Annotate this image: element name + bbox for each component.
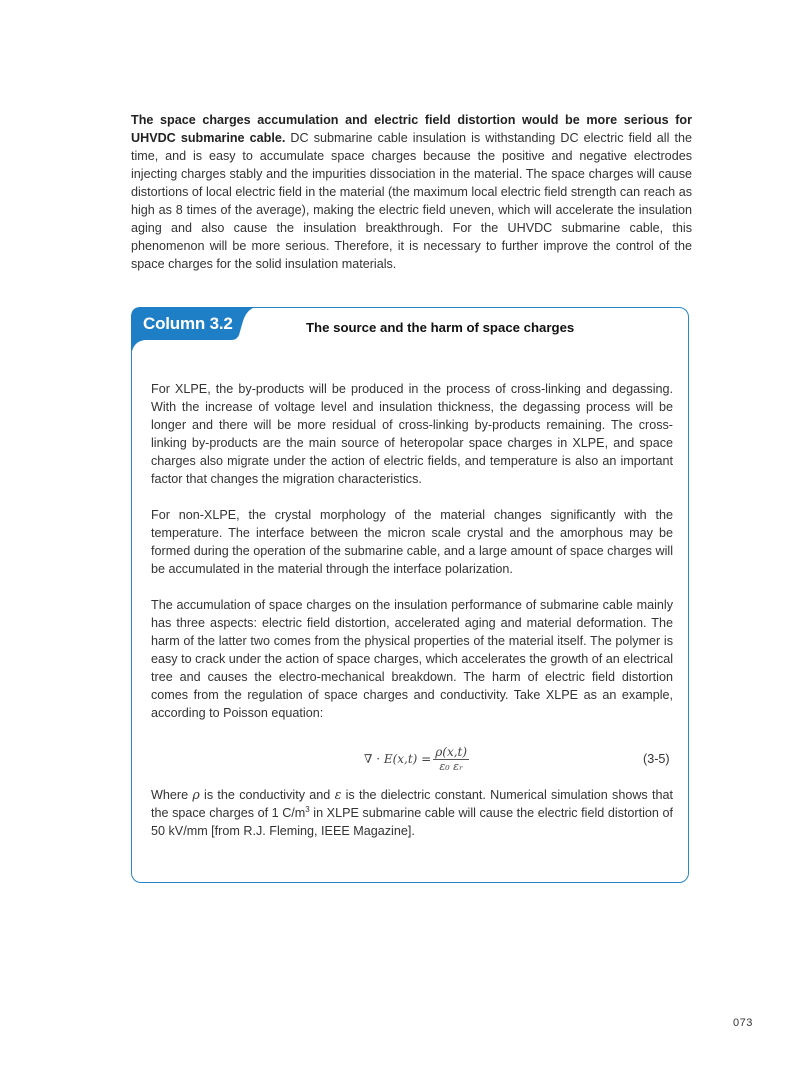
equation-number: (3-5) — [643, 752, 670, 766]
column-closing-paragraph — [151, 786, 673, 840]
poisson-equation — [364, 742, 469, 776]
closing-text: is the conductivity and — [199, 788, 335, 802]
closing-text: is the dielectric constant. Numerical simulation shows that the space charges of 1 C/m — [151, 788, 674, 820]
column-paragraph: For XLPE, the by-products will be produced in the process of cross-linking and degassing. With the increase of voltage level and insulation thickness, the degassing process will be longer and there will be more residual of cross-linking by-products remaining. The cross-linking by-products are the main source of heteropolar space charges in XLPE, and space charges also migrate under the action of electric fields, and temperature is also an important factor that changes the migration characteristics. — [151, 382, 673, 486]
epsilon-symbol: ε — [334, 787, 342, 802]
equation-numerator: ρ(x,t) — [435, 744, 468, 759]
closing-text: Where — [151, 788, 193, 802]
nabla-symbol: ∇ — [364, 752, 373, 766]
column-tab — [131, 307, 262, 351]
intro-lead-bold: The space charges accumulation and electric field distortion would be more serious for UHVDC submarine cable. — [131, 113, 692, 145]
equation-denominator: ε₀ εᵣ — [439, 759, 463, 773]
intro-body: DC submarine cable insulation is withstanding DC electric field all the time, and is easy to accumulate space charges because the positive and negative electrodes injecting charges stably and the impurities dissociation in the material. The space charges will cause distortions of local electric field in the material (the maximum local electric field strength can reach as high as 8 times of the average), making the electric field uneven, which will accelerate the insulation aging and also cause the insulation breakthrough. For the UHVDC submarine cable, this phenomenon will be more serious. Therefore, it is necessary to further improve the control of the space charges for the solid insulation materials. — [131, 131, 692, 271]
closing-text: in XLPE submarine cable will cause the electric field distortion of 50 kV/mm [from R.J. Fleming, IEEE Magazine]. — [151, 806, 673, 838]
column-paragraph: For non-XLPE, the crystal morphology of the material changes significantly with the temperature. The interface between the micron scale crystal and the amorphous may be formed during the operation of the submarine cable, and a large amount of space charges will be accumulated in the material through the interface polarization. — [151, 508, 673, 576]
column-title: The source and the harm of space charges — [306, 320, 575, 335]
superscript: 3 — [305, 804, 310, 814]
intro-paragraph — [131, 111, 692, 273]
column-paragraph: The accumulation of space charges on the insulation performance of submarine cable mainly has three aspects: electric field distortion, accelerated aging and material deformation. The harm of the latter two comes from the physical properties of the material itself. The polymer is easy to crack under the action of space charges, which accelerates the growth of an electrical tree and causes the electro-mechanical breakdown. The harm of electric field distortion comes from the regulation of space charges and conductivity. Take XLPE as an example, according to Poisson equation: — [151, 598, 673, 720]
rho-symbol: ρ — [192, 787, 200, 802]
equation-fraction — [433, 745, 469, 774]
equation-lhs-text: · E(x,t) = — [372, 752, 432, 766]
column-label: Column 3.2 — [143, 314, 233, 333]
page-number: 073 — [733, 1017, 753, 1029]
equation-lhs — [364, 752, 431, 766]
